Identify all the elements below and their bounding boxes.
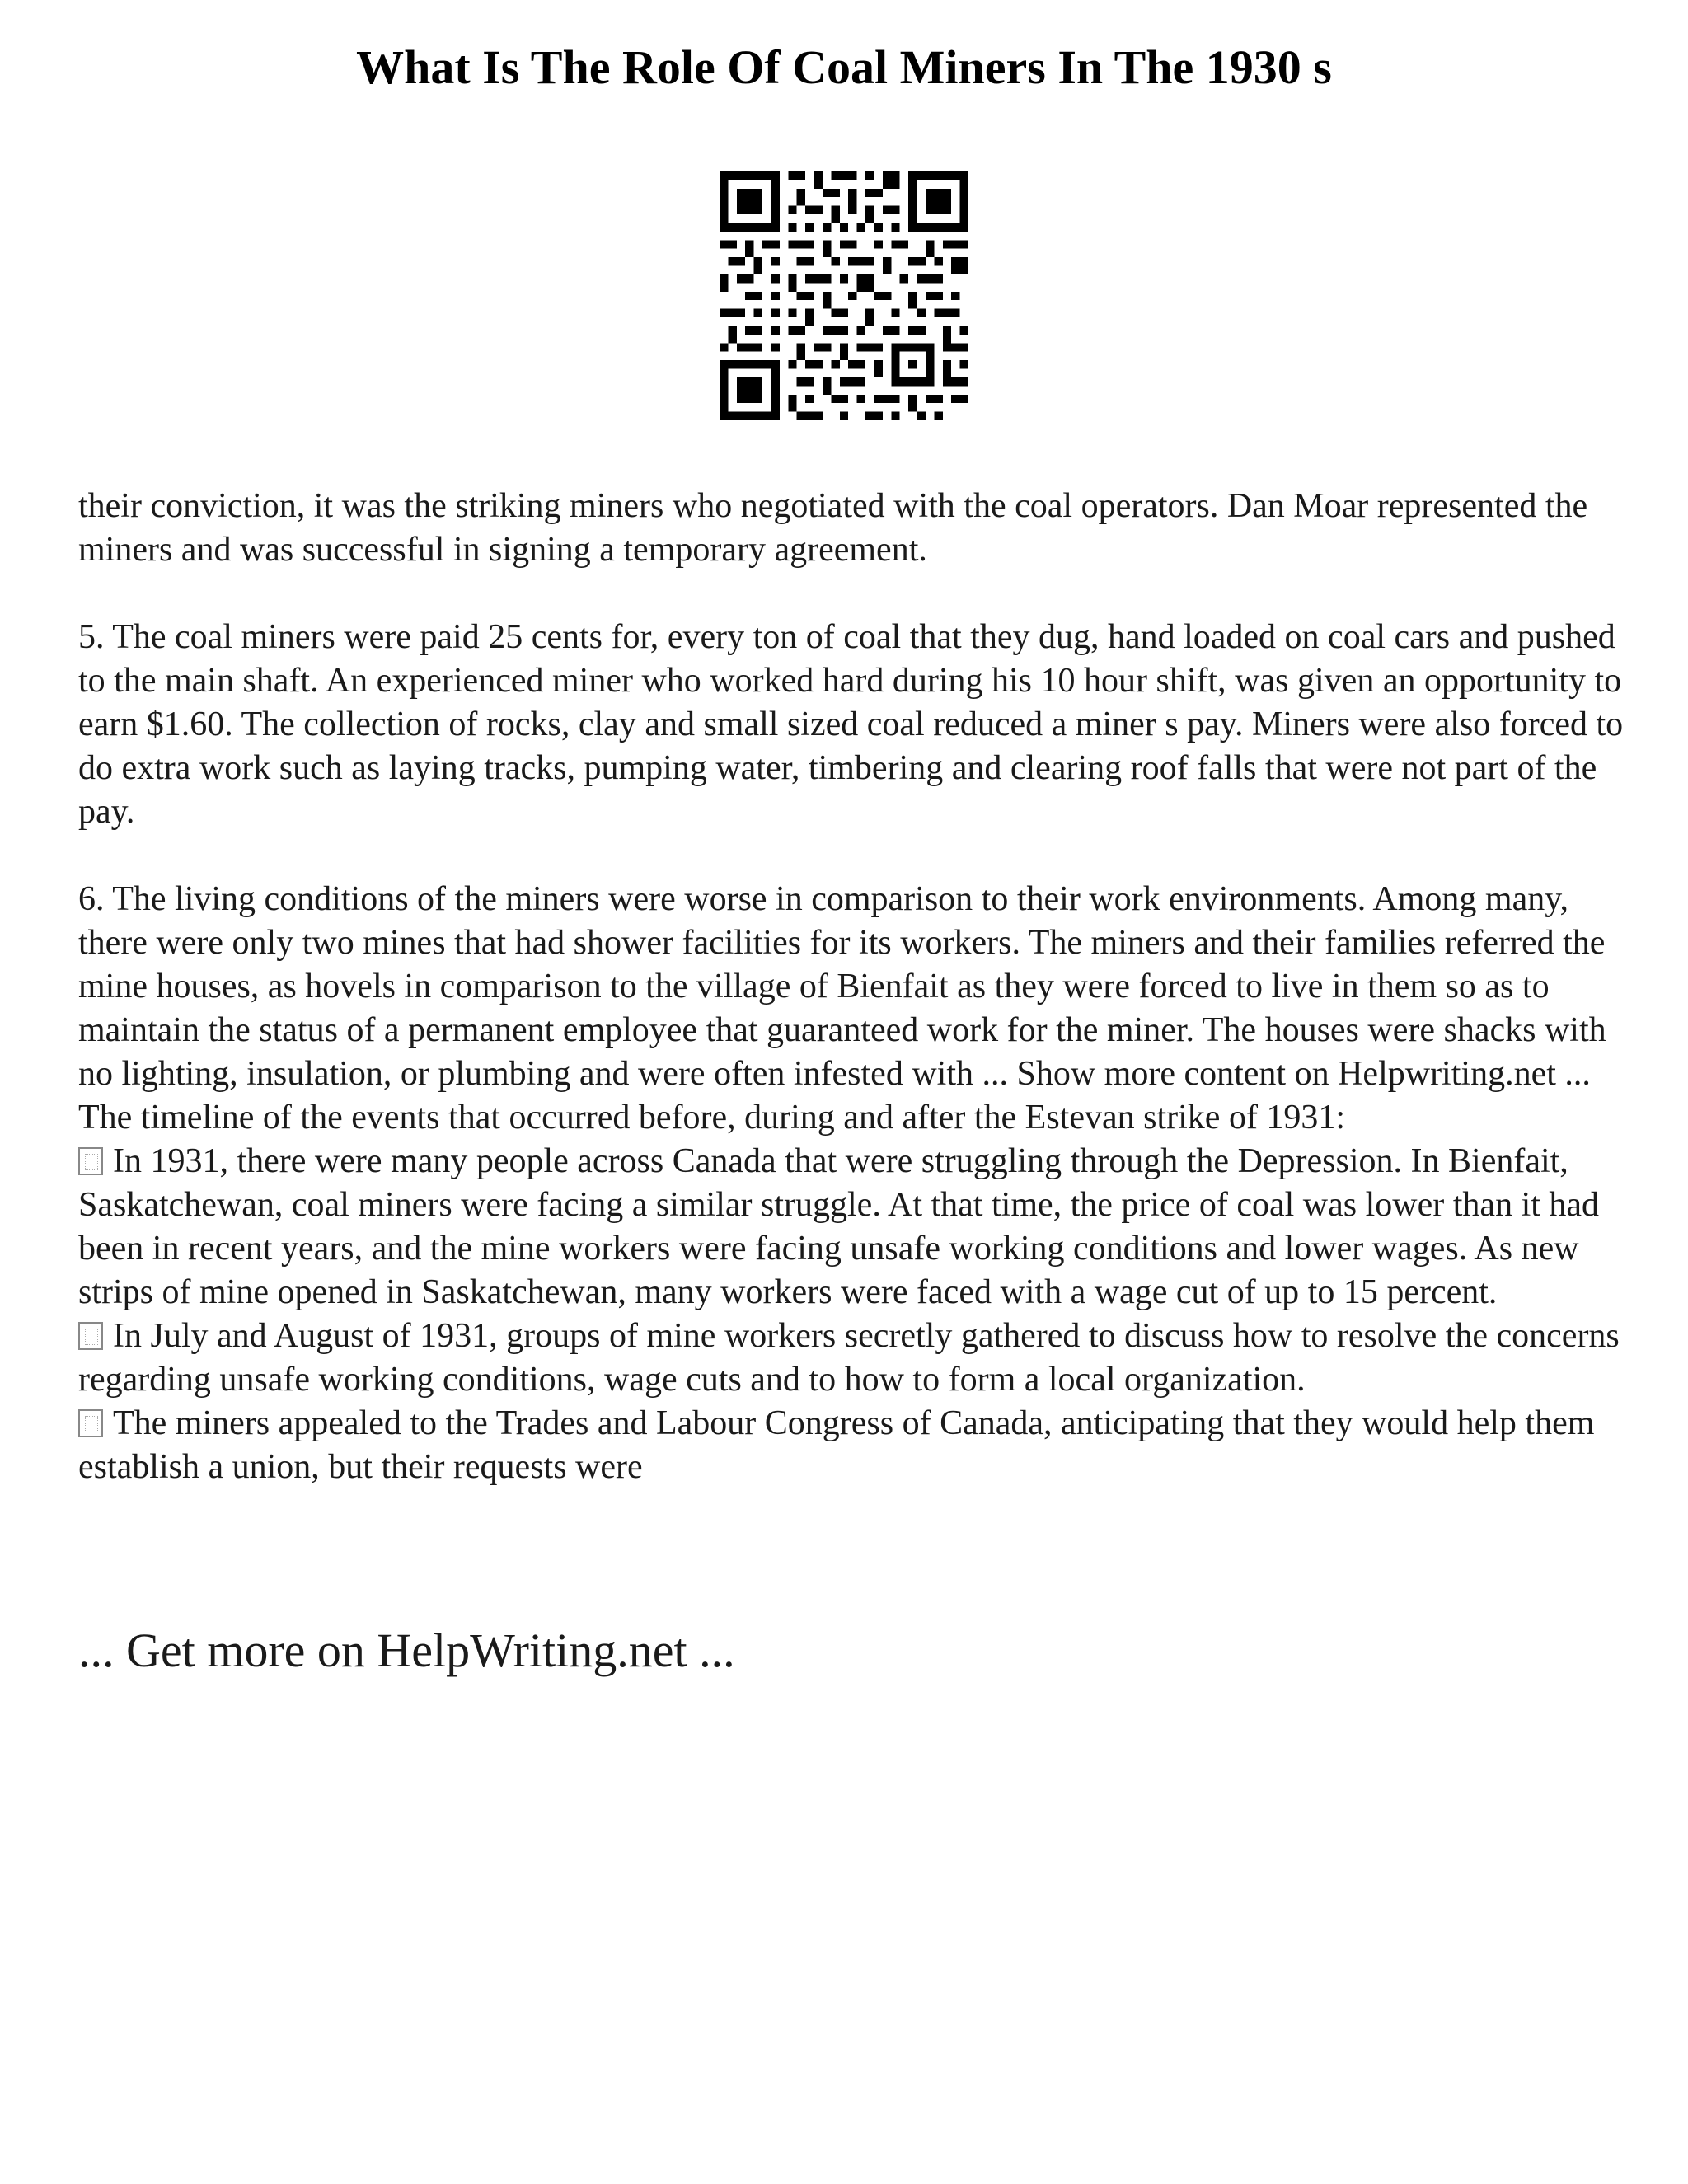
missing-glyph-icon [78,1409,103,1437]
document-body [78,485,1628,1489]
list-item [78,1140,1628,1315]
paragraph-living-conditions: 6. The living conditions of the miners were worse in comparison to their work environments. Among many, there were only two mines that had shower facilities for its workers. The miners and their families referred the mine houses, as hovels in comparison to the village of Bienfait as they were forced to live in them so as to maintain the status of a permanent employee that guaranteed work for the miner. The houses were shacks with no lighting, insulation, or plumbing and were often infested with ... Show more content on Helpwriting.net ... [78,880,1606,1093]
list-item [78,1315,1628,1402]
qr-code-icon [720,171,968,420]
list-item [78,1402,1628,1489]
missing-glyph-icon [78,1147,103,1175]
bullet-text: The miners appealed to the Trades and Labour Congress of Canada, anticipating that they would help them establish a union, but their requests were [78,1404,1595,1486]
bullet-text: In 1931, there were many people across Canada that were struggling through the Depression. In Bienfait, Saskatchewan, coal miners were facing a similar struggle. At that time, the price of coal was lower than it had been in recent years, and the mine workers were facing unsafe working conditions and lower wages. As new strips of mine opened in Saskatchewan, many workers were faced with a wage cut of up to 15 percent. [78,1142,1600,1311]
get-more-link[interactable]: ... Get more on HelpWriting.net ... [78,1624,735,1677]
bullet-text: In July and August of 1931, groups of mine workers secretly gathered to discuss how to resolve the concerns regarding unsafe working conditions, wage cuts and to how to form a local organization. [78,1317,1620,1399]
missing-glyph-icon [78,1322,103,1350]
page-title: What Is The Role Of Coal Miners In The 1930 s [356,40,1332,94]
paragraph-timeline-heading: The timeline of the events that occurred before, during and after the Estevan strike of 1931: [78,1099,1346,1137]
paragraph-pay: 5. The coal miners were paid 25 cents for, every ton of coal that they dug, hand loaded on coal cars and pushed to the main shaft. An experienced miner who worked hard during his 10 hour shift, was given an opportunity to earn $1.60. The collection of rocks, clay and small sized coal reduced a miner s pay. Miners were also forced to do extra work such as laying tracks, pumping water, timbering and clearing roof falls that were not part of the pay. [78,618,1624,831]
paragraph-intro: their conviction, it was the striking miners who negotiated with the coal operators. Dan Moar represented the miners and was successful in signing a temporary agreement. [78,487,1588,569]
